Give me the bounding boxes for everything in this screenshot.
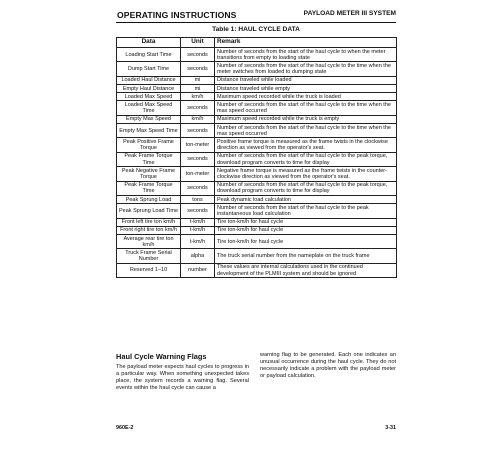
cell-remark: The truck serial number from the nameplate on the truck frame	[215, 249, 397, 263]
cell-unit: seconds	[181, 62, 215, 76]
table-row	[117, 196, 397, 204]
cell-unit: mi	[181, 76, 215, 84]
table-row	[117, 152, 397, 166]
footer-model-number: 960E-2	[116, 425, 134, 431]
cell-remark: Tire ton-km/h for haul cycle	[215, 218, 397, 226]
cell-remark: Distance traveled while empty	[215, 85, 397, 93]
cell-unit: ton-meter	[181, 138, 215, 152]
cell-unit: seconds	[181, 152, 215, 166]
cell-unit: t-km/h	[181, 218, 215, 226]
table-row	[117, 48, 397, 62]
cell-unit: seconds	[181, 181, 215, 195]
cell-data: Peak Positive Frame Torque	[117, 138, 181, 152]
cell-remark: Positive frame torque is measured as the frame twists in the clockwise direction as viewed from the operator's seat.	[215, 138, 397, 152]
cell-data: Peak Frame Torque Time	[117, 152, 181, 166]
cell-data: Empty Max Speed Time	[117, 124, 181, 138]
cell-data: Loaded Max Speed Time	[117, 101, 181, 115]
table-row	[117, 263, 397, 277]
header-section-title: OPERATING INSTRUCTIONS	[117, 10, 237, 20]
cell-data: Peak Frame Torque Time	[117, 181, 181, 195]
table-header-row	[117, 38, 397, 48]
cell-unit: ton-meter	[181, 167, 215, 181]
column-header-unit: Unit	[181, 38, 215, 48]
cell-unit: mi	[181, 85, 215, 93]
table-row	[117, 85, 397, 93]
table-row	[117, 115, 397, 123]
section-heading: Haul Cycle Warning Flags	[116, 352, 207, 361]
cell-remark: Number of seconds from the start of the haul cycle to the peak torque, download program converts to time for display	[215, 152, 397, 166]
cell-data: Peak Negative Frame Torque	[117, 167, 181, 181]
cell-data: Loaded Haul Distance	[117, 76, 181, 84]
table-row	[117, 181, 397, 195]
table-row	[117, 235, 397, 249]
cell-data: Reserved 1–10	[117, 263, 181, 277]
cell-data: Front left tire ton km/h	[117, 218, 181, 226]
cell-unit: seconds	[181, 204, 215, 218]
cell-unit: t-km/h	[181, 226, 215, 234]
haul-cycle-data-table	[116, 37, 397, 278]
cell-remark: Number of seconds from the start of the haul cycle to the peak torque, download program converts to time for display	[215, 181, 397, 195]
table-row	[117, 138, 397, 152]
cell-data: Loading Start Time	[117, 48, 181, 62]
cell-remark: Tire ton-km/h for haul cycle	[215, 235, 397, 249]
cell-unit: number	[181, 263, 215, 277]
table-row	[117, 204, 397, 218]
cell-remark: Number of seconds from the start of the haul cycle to the time when the max speed occurred	[215, 101, 397, 115]
table-title: Table 1: HAUL CYCLE DATA	[212, 26, 300, 33]
cell-remark: Peak dynamic load calculation	[215, 196, 397, 204]
table-row	[117, 249, 397, 263]
cell-unit: t-km/h	[181, 235, 215, 249]
cell-data: Average rear tire ton km/h	[117, 235, 181, 249]
cell-remark: Number of seconds from the start of the haul cycle to when the meter transitions from empty to loading state	[215, 48, 397, 62]
cell-unit: seconds	[181, 124, 215, 138]
table-row	[117, 101, 397, 115]
header-divider	[116, 22, 396, 23]
table-row	[117, 218, 397, 226]
table-row	[117, 76, 397, 84]
body-text-left-column: The payload meter expects haul cycles to progress in a particular way. When something unexpected takes place, the system records a warning flag. Several events within the haul cycle can cause a	[116, 364, 249, 391]
table-row	[117, 226, 397, 234]
header-system-title: PAYLOAD METER III SYSTEM	[303, 10, 396, 17]
cell-data: Dump Start Time	[117, 62, 181, 76]
column-header-data: Data	[117, 38, 181, 48]
cell-remark: Maximum speed recorded while the truck is empty	[215, 115, 397, 123]
footer-page-number: 3-31	[385, 425, 396, 431]
cell-data: Front right tire ton km/h	[117, 226, 181, 234]
cell-remark: Number of seconds from the start of the haul cycle to the time when the meter switches from loaded to dumping state	[215, 62, 397, 76]
cell-remark: Maximum speed recorded while the truck is loaded	[215, 93, 397, 101]
table-row	[117, 62, 397, 76]
cell-data: Peak Sprung Load	[117, 196, 181, 204]
cell-remark: Number of seconds from the start of the haul cycle to the time when the max speed occurred	[215, 124, 397, 138]
cell-data: Empty Haul Distance	[117, 85, 181, 93]
cell-data: Empty Max Speed	[117, 115, 181, 123]
cell-remark: These values are internal calculations used in the continued development of the PLMIII system and should be ignored	[215, 263, 397, 277]
cell-data: Truck Frame Serial Number	[117, 249, 181, 263]
cell-unit: seconds	[181, 101, 215, 115]
cell-unit: km/h	[181, 115, 215, 123]
cell-data: Peak Sprung Load Time	[117, 204, 181, 218]
cell-remark: Tire ton-km/h for haul cycle	[215, 226, 397, 234]
cell-remark: Distance traveled while loaded	[215, 76, 397, 84]
cell-remark: Negative frame torque is measured as the frame twists in the counter-clockwise direction as viewed from the operator's seat.	[215, 167, 397, 181]
cell-remark: Number of seconds from the start of the haul cycle to the peak instantaneous load calculation	[215, 204, 397, 218]
cell-data: Loaded Max Speed	[117, 93, 181, 101]
body-text-right-column: warning flag to be generated. Each one indicates an unusual occurrence during the haul cycle. They do not necessarily indicate a problem with the payload meter or payload calculation.	[260, 352, 396, 379]
column-header-remark: Remark	[215, 38, 397, 48]
table-row	[117, 124, 397, 138]
cell-unit: seconds	[181, 48, 215, 62]
table-row	[117, 93, 397, 101]
table-row	[117, 167, 397, 181]
cell-unit: km/h	[181, 93, 215, 101]
cell-unit: tons	[181, 196, 215, 204]
cell-unit: alpha	[181, 249, 215, 263]
